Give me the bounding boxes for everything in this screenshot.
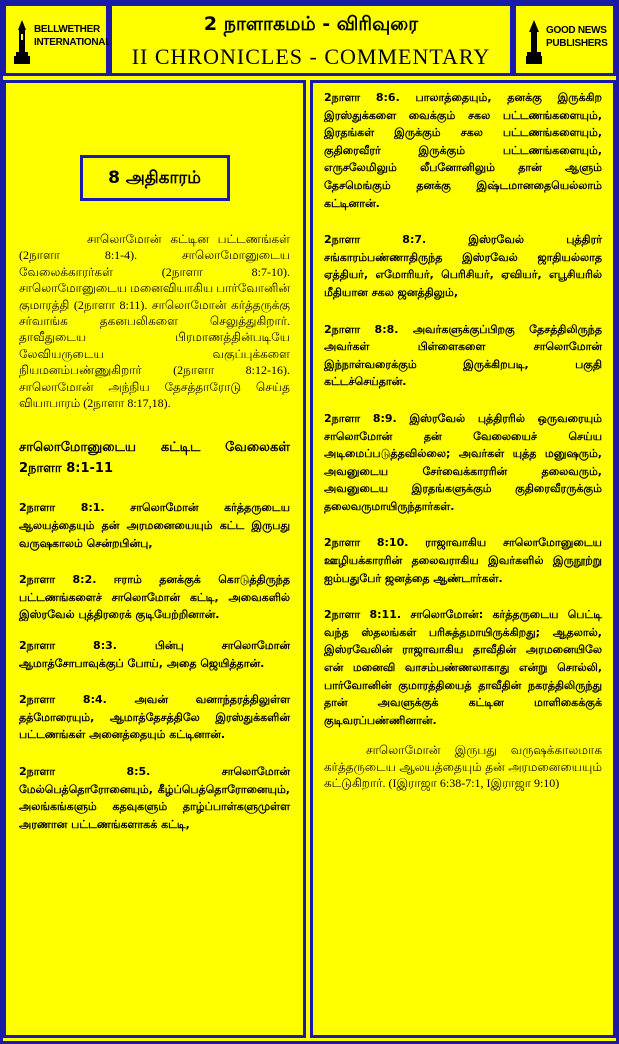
- right-column: [310, 80, 616, 1038]
- page-title-english: II CHRONICLES - COMMENTARY: [131, 44, 491, 69]
- verse: 2நாளா 8:6. பாலாத்தையும், தனக்கு இருக்கிற இரஸ்துக்களை வைக்கும் சகல பட்டணங்களையும், இரதங்கள் இருக்கும் சகல பட்டணங்களையும், குதிரைவீரர் இருக்கும் பட்டணங்களையும், எருசலேமிலும் லீபனோனிலும் தான் ஆளும் தேசமெங்கும் தனக்கு இஷ்டமானதையெல்லாம் கட்டினான்.: [324, 91, 602, 210]
- logo-line-2: INTERNATIONAL: [34, 37, 112, 48]
- good-news-logo: [513, 3, 616, 76]
- page-title-tamil: 2 நாளாகமம் - விரிவுரை: [203, 13, 419, 35]
- verse: 2நாளா 8:7. இஸ்ரவேல் புத்திரர் சங்காரம்பண்ணாதிருந்த இஸ்ரவேல் ஜாதியல்லாத ஏத்தியர், எமோரியர், பெரிசியர், ஏவியர், எபூசியரில் மீதியான சகல ஜனத்திலும்,: [324, 233, 602, 299]
- verse: 2நாளா 8:3. பின்பு சாலொமோன் ஆமாத்சோபாவுக்குப் போய், அதை ஜெயித்தான்.: [19, 639, 290, 670]
- logo-text: [34, 23, 111, 49]
- commentary-note: சாலொமோன் இருபது வருஷக்காலமாக கர்த்தருடைய ஆலயத்தையும் தன் அரமனையையும் கட்டுகிறார். (Iஇராஜா 6:38-7:1, Iஇராஜா 9:10): [324, 743, 602, 791]
- bellwether-logo: [3, 3, 112, 76]
- logo-line-1: BELLWETHER: [34, 24, 100, 35]
- verse: 2நாளா 8:5. சாலொமோன் மேல்பெத்தொரோனையும், கீழ்ப்பெத்தொரோனையும், அலங்கங்களும் கதவுகளும் தாழ்ப்பாள்களுமுள்ள அரணான பட்டணங்களாகக் கட்டி,: [19, 765, 290, 831]
- verse: 2நாளா 8:4. அவன் வனாந்தரத்திலுள்ள தத்மோரையும், ஆமாத்தேசத்திலே இரஸ்துக்களின் பட்டணங்கள் அனைத்தையும் கட்டினான்.: [19, 693, 290, 742]
- chapter-summary: சாலொமோன் கட்டின பட்டணங்கள் (2நாளா 8:1-4). சாலொமோனுடைய வேலைக்காரர்கள் (2நாளா 8:7-10). சாலொமோனுடைய மனைவியாகிய பார்வோனின் குமாரத்தி (2நாளா 8:11). சாலொமோன் கர்த்தருக்கு சர்வாங்க தகனபலிகளை செலுத்துகிறார். தாவீதுடைய பிரமாணத்தின்படியே லேவியருடைய வகுப்புக்களை நியமனம்பண்ணுகிறார் (2நாளா 8:12-16). சாலொமோன் அந்நிய தேசத்தாரோடு செய்த வியாபாரம் (2நாளா 8:17,18).: [19, 232, 290, 411]
- header: [3, 3, 616, 76]
- bell-tower-icon: [14, 20, 30, 64]
- logo-line-1: GOOD NEWS: [546, 25, 607, 36]
- verse: 2நாளா 8:2. ஈராம் தனக்குக் கொடுத்திருந்த பட்டணங்களைச் சாலொமோன் கட்டி, அவைகளில் இஸ்ரவேல் புத்திரரைக் குடியேற்றினான்.: [19, 573, 290, 622]
- verse: 2நாளா 8:10. ராஜாவாகிய சாலொமோனுடைய ஊழியக்காரரின் தலைவராகிய இவர்களில் இருநூற்று ஐம்பதுபேர் ஜனத்தை ஆண்டார்கள்.: [324, 536, 602, 585]
- logo-text: [546, 24, 607, 50]
- verse: 2நாளா 8:8. அவர்களுக்குப்பிறகு தேசத்திலிருந்த அவர்கள் பிள்ளைகளை சாலொமோன் இந்நாள்வரைக்கும் இருக்கிறபடி, பகுதி கட்டச்செய்தான்.: [324, 322, 602, 389]
- tower-icon: [526, 20, 542, 64]
- verse: 2நாளா 8:11. சாலொமோன்: கர்த்தருடைய பெட்டி வந்த ஸ்தலங்கள் பரிசுத்தமாயிருக்கிறது; ஆதலால், இஸ்ரவேலின் ராஜாவாகிய தாவீதின் அரமனையிலே என் மனைவி வாசம்பண்ணலாகாது என்று சொல்லி, பார்வோனின் குமாரத்தியைத் தாவீதின் நகரத்திலிருந்து தான் அவளுக்குக் கட்டின மாளிகைக்குக் குடிவரப்பண்ணினான்.: [324, 608, 602, 727]
- left-column: [3, 80, 306, 1038]
- chapter-heading: 8 அதிகாரம்: [80, 155, 230, 201]
- title-box: [109, 3, 513, 76]
- verse: 2நாளா 8:9. இஸ்ரவேல் புத்திரரில் ஒருவரையும் சாலொமோன் தன் வேலையைச் செய்ய அடிமைப்படுத்தவில்லை; அவர்கள் யுத்த மனுஷரும், அவனுடைய சேர்வைக்காரரின் தலைவரும், அவனுடைய இரதங்களுக்கும் குதிரைவீரருக்கும் தலைவருமாயிருந்தார்கள்.: [324, 411, 602, 513]
- verse: 2நாளா 8:1. சாலொமோன் கர்த்தருடைய ஆலயத்தையும் தன் அரமனையையும் கட்ட இருபது வருஷகாலம் சென்றபின்பு,: [19, 501, 290, 550]
- section-title: சாலொமோனுடைய கட்டிட வேலைகள் 2நாளா 8:1-11: [19, 440, 290, 477]
- logo-line-2: PUBLISHERS: [546, 38, 608, 49]
